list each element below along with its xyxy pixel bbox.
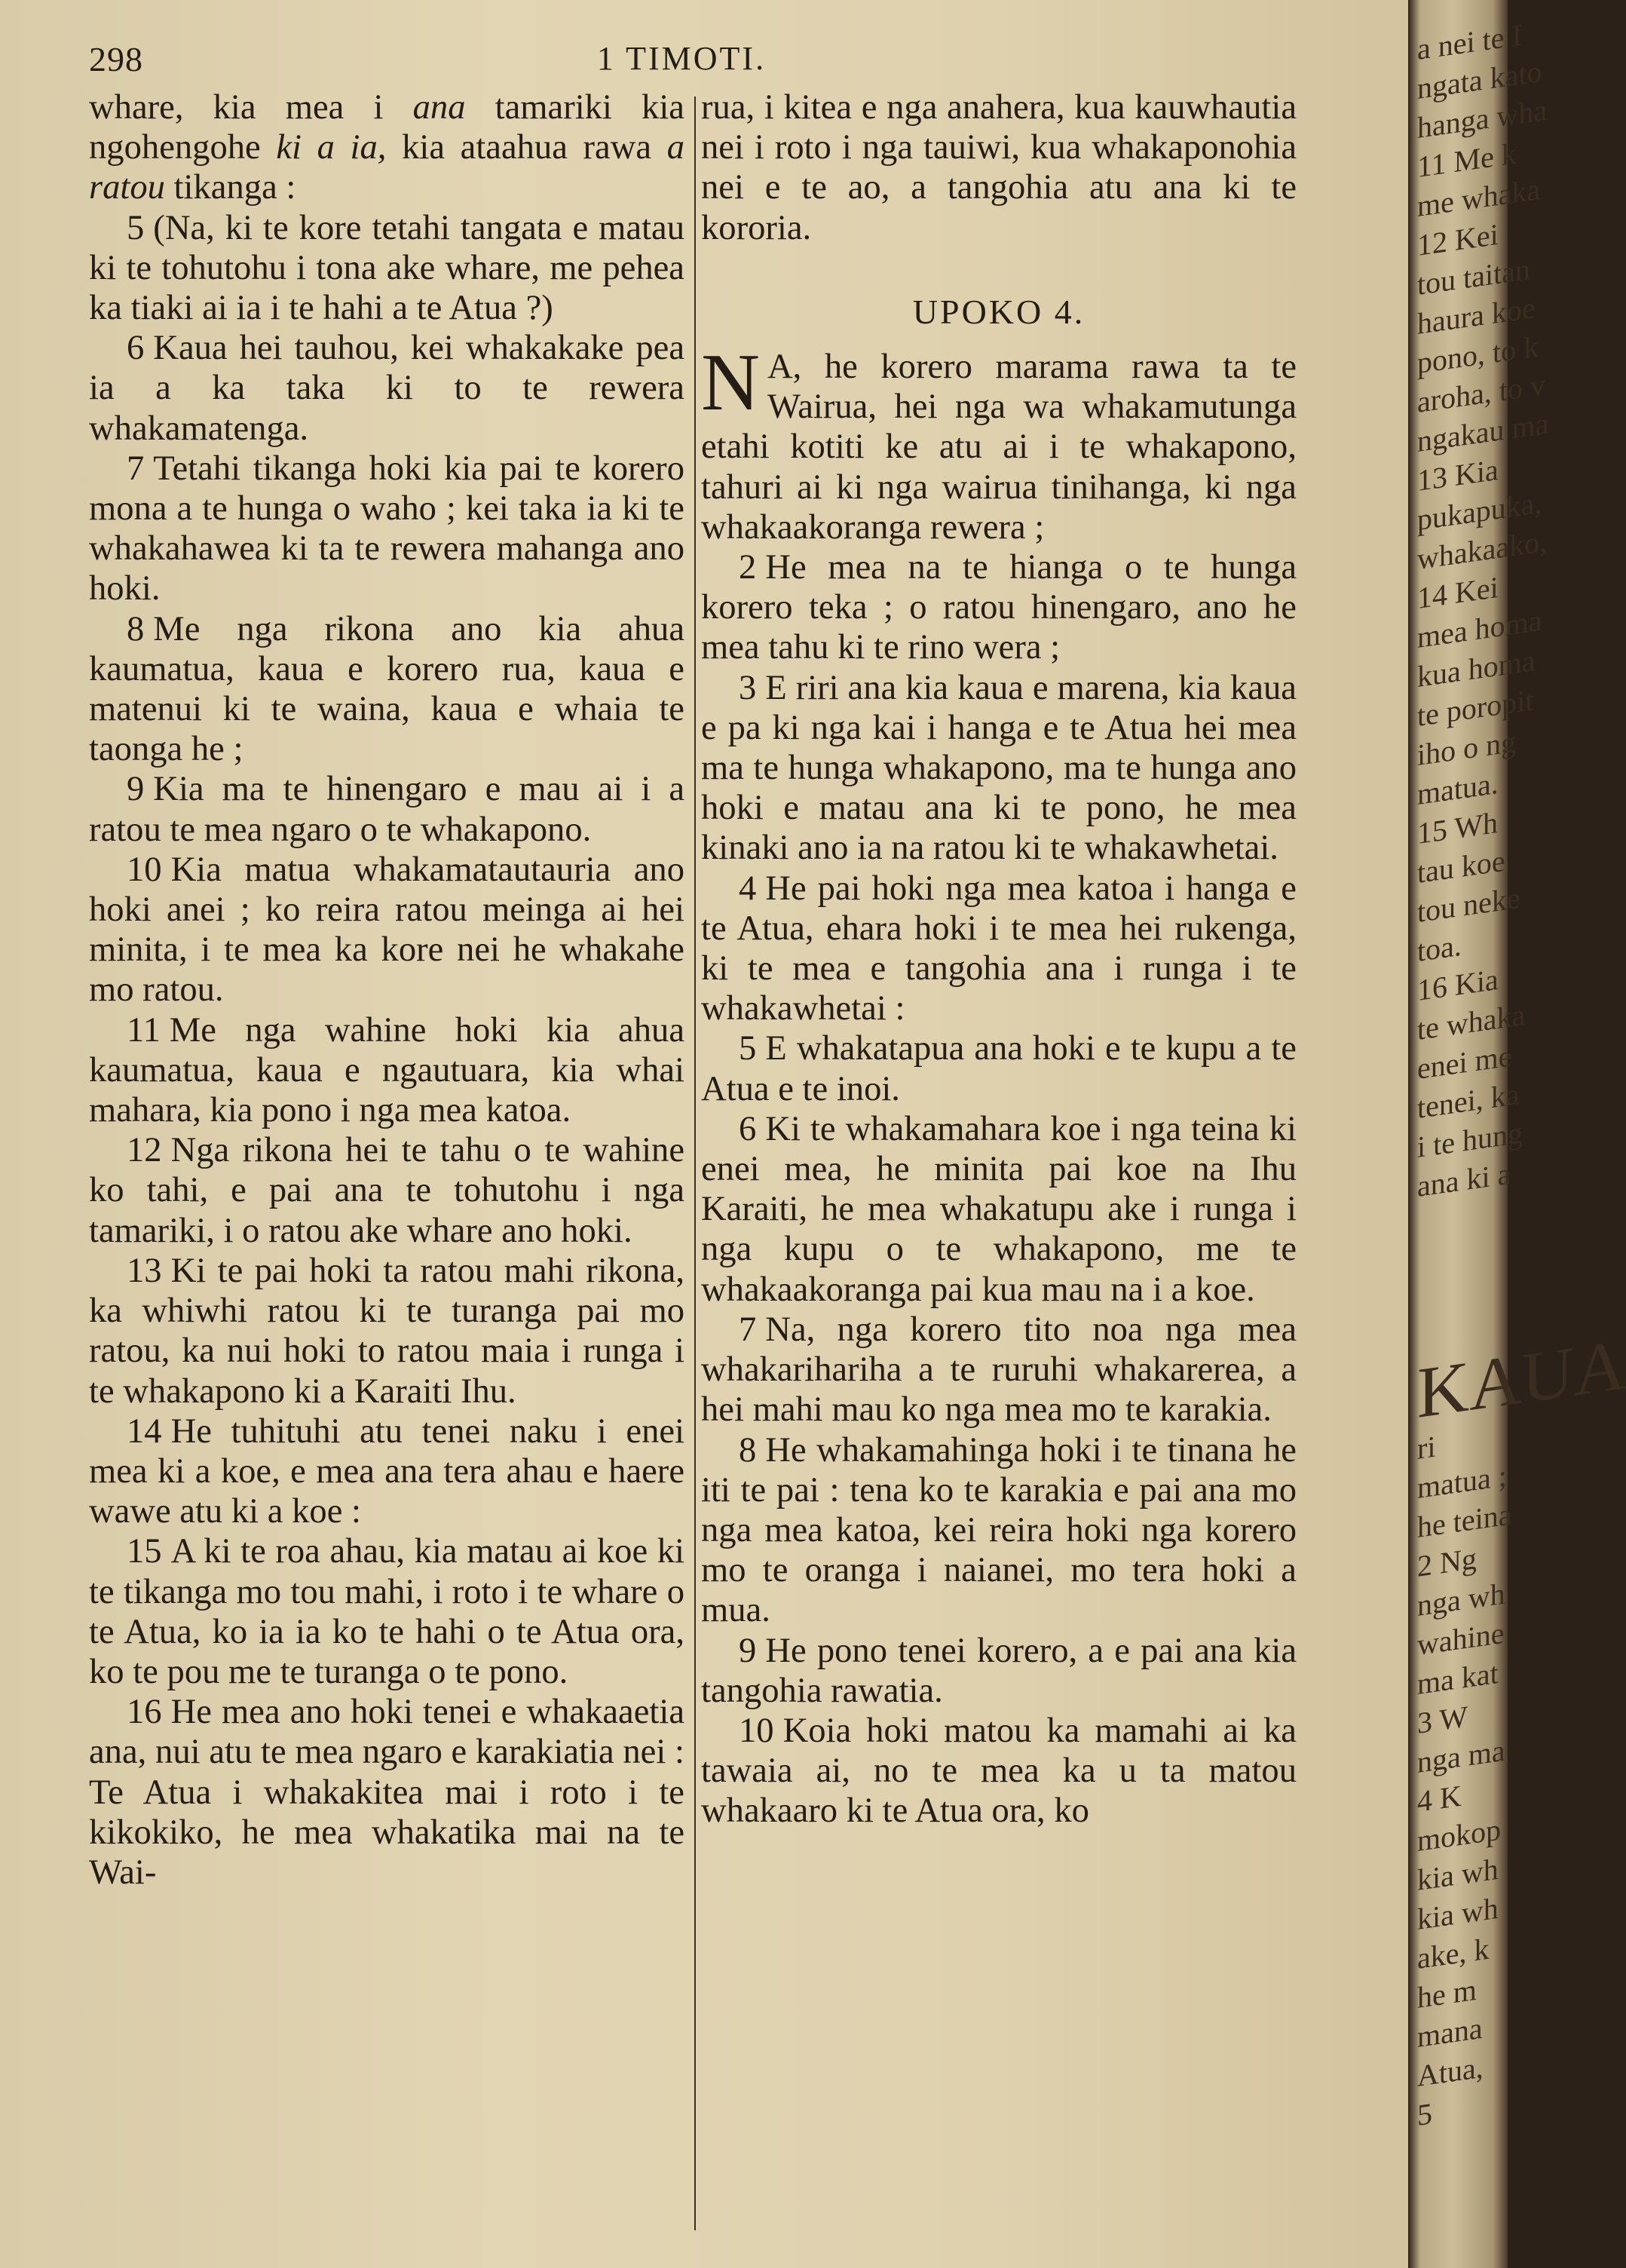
facing-page-line: tou neke xyxy=(1417,880,1520,929)
facing-page-line: 3 W xyxy=(1417,1699,1468,1740)
chapter-heading: UPOKO 4. xyxy=(912,292,1086,331)
verse-text: Koia hoki matou ka mamahi ai ka tawaia ai, no te mea ka u ta matou whakaaro ki te Atua ora, ko xyxy=(701,1710,1297,1831)
verse-number: 13 xyxy=(127,1250,162,1290)
facing-page-line: ma kat xyxy=(1417,1655,1499,1701)
facing-page-line: iho o ng xyxy=(1417,724,1517,772)
facing-page-line: enei me xyxy=(1417,1038,1512,1086)
verse-number: 9 xyxy=(127,769,145,809)
verse-text: He mea na te hianga o te hunga korero teka ; o ratou hinengaro, ano he mea tahu ki te rino wera ; xyxy=(701,547,1297,667)
verse-text: (Na, ki te kore tetahi tangata e matau ki te tohutohu i tona ake whare, me pehea ka tiaki ai ia i te hahi a te Atua ?) xyxy=(89,207,684,328)
facing-page-line: mana xyxy=(1417,2010,1483,2054)
verse-number: 7 xyxy=(739,1309,757,1349)
verse xyxy=(89,850,684,1010)
facing-page-line: Atua, xyxy=(1417,2049,1484,2093)
facing-page-line: 11 Me k xyxy=(1417,136,1517,184)
verse-text: He pono tenei korero, a e pai ana kia tangohia rawatia. xyxy=(701,1630,1297,1710)
verse-text: Ki te whakamahara koe i nga teina ki enei mea, he minita pai koe na Ihu Karaiti, he mea whakatupu ake i runga i nga kupu o te whakapono, me te whakaakoranga pai kua mau na i a koe. xyxy=(701,1108,1297,1309)
column-rule xyxy=(694,97,696,2230)
verse xyxy=(701,1430,1297,1631)
verse-number: 7 xyxy=(127,448,145,488)
facing-page-line: wahine xyxy=(1417,1615,1505,1662)
facing-page-line: ri xyxy=(1417,1429,1436,1466)
verse-number: 9 xyxy=(739,1630,757,1670)
facing-page-line: pono, to k xyxy=(1417,329,1539,380)
verse-number: 16 xyxy=(127,1692,162,1732)
running-head xyxy=(89,39,1297,84)
verse xyxy=(89,1130,684,1251)
verse-text: E whakatapua ana hoki e te kupu a te Atua e te inoi. xyxy=(701,1028,1297,1108)
verse-text: Me nga wahine hoki kia ahua kaumatua, kaua e ngautuara, kia whai mahara, kia pono i nga mea katoa. xyxy=(89,1010,684,1130)
facing-page-line: whakaako, xyxy=(1417,523,1548,576)
facing-page-line: 13 Kia xyxy=(1417,452,1499,498)
verse-text: He tuhituhi atu tenei naku i enei mea ki a koe, e mea ana tera ahau e haere wawe atu ki a koe : xyxy=(89,1411,684,1531)
facing-page-line: mea homa xyxy=(1417,602,1542,654)
verse xyxy=(701,1631,1297,1711)
verse-number: 4 xyxy=(739,868,757,908)
facing-page-line: 15 Wh xyxy=(1417,805,1499,851)
verse xyxy=(701,1310,1297,1430)
verse-text: E riri ana kia kaua e marena, kia kaua e pa ki nga kai i hanga e te Atua hei mea ma te hunga whakapono, ma te hunga ano hoki e matau ana ki te pono, he mea kinaki ano ia na ratou ki te whakawhetai. xyxy=(701,667,1297,868)
verse xyxy=(89,609,684,770)
facing-page-line: tenei, ka xyxy=(1417,1076,1520,1125)
facing-page-line: kua homa xyxy=(1417,642,1536,694)
verse-number: 14 xyxy=(127,1411,162,1451)
facing-page-line: aroha, to v xyxy=(1417,367,1545,419)
facing-page-line: kia wh xyxy=(1417,1851,1499,1897)
verse xyxy=(701,668,1297,869)
facing-page-line: i te hung xyxy=(1417,1115,1523,1164)
verse-text: Na, nga korero tito noa nga mea whakarihariha a te ruruhi whakarerea, a hei mahi mau ko nga mea mo te karakia. xyxy=(701,1309,1297,1430)
facing-page-line: haura koe xyxy=(1417,290,1536,341)
continuation-text: whare, kia mea i ana tamariki kia ngohengohe ki a ia, kia ataahua rawa a ratou tikanga : xyxy=(89,87,684,207)
facing-page-line: he m xyxy=(1417,1972,1477,2015)
facing-page-line: me whaka xyxy=(1417,172,1541,223)
facing-page-line: KAUA xyxy=(1417,1323,1626,1433)
facing-page-line: mokop xyxy=(1417,1812,1502,1858)
verse-number: 15 xyxy=(127,1531,162,1571)
facing-page-line: te whaka xyxy=(1417,997,1526,1047)
left-column xyxy=(89,87,684,1893)
facing-page-line: nga ma xyxy=(1417,1733,1505,1779)
verse-text: Nga rikona hei te tahu o te wahine ko tahi, e pai ana te tohutohu i nga tamariki, i o ratou ake whare ano hoki. xyxy=(89,1130,684,1250)
verse-number: 2 xyxy=(739,547,757,587)
verse xyxy=(89,1411,684,1532)
right-column xyxy=(701,87,1297,1831)
verse-number: 8 xyxy=(127,608,145,648)
verse-number: 8 xyxy=(739,1430,757,1470)
facing-page-line: nga wh xyxy=(1417,1576,1505,1623)
verse xyxy=(701,869,1297,1029)
facing-page-line: 14 Kei xyxy=(1417,569,1499,615)
facing-page-line: ngakau ma xyxy=(1417,406,1549,458)
facing-page-line: ngata kato xyxy=(1417,54,1542,106)
facing-page-line: 5 xyxy=(1417,2096,1432,2132)
facing-page-edge xyxy=(1408,0,1626,2268)
facing-page-line: 4 K xyxy=(1417,1778,1462,1819)
facing-page-line: te poropit xyxy=(1417,682,1534,733)
facing-page-line: ake, k xyxy=(1417,1931,1490,1975)
verse-text: He pai hoki nga mea katoa i hanga e te Atua, ehara hoki i te mea hei rukenga, ki te mea e tangohia ana i runga i te whakawhetai : xyxy=(701,868,1297,1028)
verse xyxy=(89,1251,684,1411)
verse xyxy=(89,208,684,329)
verse xyxy=(89,1010,684,1131)
verse xyxy=(89,1531,684,1692)
book-title: 1 TIMOTI. xyxy=(596,40,767,77)
verse-text: Me nga rikona ano kia ahua kaumatua, kaua e korero rua, kaua e matenui ki te waina, kaua e whaia te taonga he ; xyxy=(89,608,684,769)
facing-page-line: 16 Kia xyxy=(1417,961,1499,1007)
verse-number: 11 xyxy=(127,1010,161,1050)
facing-page-line: kia wh xyxy=(1417,1890,1499,1936)
facing-page-line: a nei te I xyxy=(1417,17,1522,67)
verse-text: A, he korero marama rawa ta te Wairua, hei nga wa whakamutunga etahi kotiti ke atu ai i te whakapono, tahuri ai ki nga wairua tinihanga, ki nga whakaakoranga rewera ; xyxy=(701,347,1297,547)
verse xyxy=(89,769,684,849)
verse-text: Tetahi tikanga hoki kia pai te korero mona a te hunga o waho ; kei taka ia ki te whakahawea ki ta te rewera mahanga ano hoki. xyxy=(89,448,684,608)
verse-text: He mea ano hoki tenei e whakaaetia ana, nui atu te mea ngaro e karakiatia nei : Te Atua i whakakitea mai i roto i te kikokiko, he mea whakatika mai na te Wai- xyxy=(89,1692,684,1892)
facing-page-line: matua ; xyxy=(1417,1458,1507,1505)
verse-text: He whakamahinga hoki i te tinana he iti te pai : tena ko te karakia e pai ana mo nga mea katoa, kei reira hoki nga korero mo te oranga i naianei, mo tera hoki a mua. xyxy=(701,1430,1297,1630)
page-number: 298 xyxy=(89,40,143,78)
verse-number: 10 xyxy=(127,849,162,889)
facing-page-line: tou taitan xyxy=(1417,251,1530,302)
verse xyxy=(89,1692,684,1893)
facing-page-line: tau koe xyxy=(1417,843,1505,890)
verse-text: Ki te pai hoki ta ratou mahi rikona, ka whiwhi ratou ki te turanga pai mo ratou, ka nui hoki to ratou maia i runga i te whakapono ki a Karaiti Ihu. xyxy=(89,1250,684,1411)
verse-number: 5 xyxy=(739,1028,757,1068)
facing-page-text xyxy=(1417,17,1626,2135)
verse-text: Kaua hei tauhou, kei whakakake pea ia a ka taka ki to te rewera whakamatenga. xyxy=(89,328,684,448)
verse-number: 5 xyxy=(127,207,145,247)
verse xyxy=(701,338,1297,547)
verse-text: Kia matua whakamatautauria ano hoki anei ; ko reira ratou meinga ai hei minita, i te mea ka kore nei he whakahe mo ratou. xyxy=(89,849,684,1010)
verse xyxy=(701,1109,1297,1310)
verse xyxy=(701,547,1297,668)
facing-page-line: he teina xyxy=(1417,1497,1512,1544)
facing-page-line: matua. xyxy=(1417,765,1499,811)
verse-number: 6 xyxy=(739,1108,757,1148)
verse xyxy=(701,1711,1297,1831)
verse xyxy=(89,449,684,609)
verse-number: 3 xyxy=(739,667,757,707)
verse-number: 6 xyxy=(127,328,145,368)
facing-page-line: hanga wha xyxy=(1417,92,1548,145)
facing-page-line: ana ki a xyxy=(1417,1156,1511,1203)
facing-page-line: 2 Ng xyxy=(1417,1540,1477,1583)
facing-page-line: pukapuka, xyxy=(1417,485,1542,537)
drop-cap: N xyxy=(701,338,760,428)
verse-number: 12 xyxy=(127,1130,162,1170)
facing-page-line: 12 Kei xyxy=(1417,216,1499,262)
continuation-text: rua, i kitea e nga anahera, kua kauwhautia nei i roto i nga tauiwi, kua whakaponohia nei e te ao, a tangohia atu ana ki te kororia. xyxy=(701,87,1297,247)
facing-page-line: toa. xyxy=(1417,927,1462,968)
verse-text: A ki te roa ahau, kia matau ai koe ki te tikanga mo tou mahi, i roto i te whare o te Atua, ko ia ia ko te hahi o te Atua ora, ko te pou me te turanga o te pono. xyxy=(89,1531,684,1691)
verse xyxy=(89,328,684,449)
verse xyxy=(701,1028,1297,1108)
verse-text: Kia ma te hinengaro e mau ai i a ratou te mea ngaro o te whakapono. xyxy=(89,769,684,849)
facing-page-gap xyxy=(1417,1190,1538,1350)
verse-number: 10 xyxy=(739,1710,774,1750)
